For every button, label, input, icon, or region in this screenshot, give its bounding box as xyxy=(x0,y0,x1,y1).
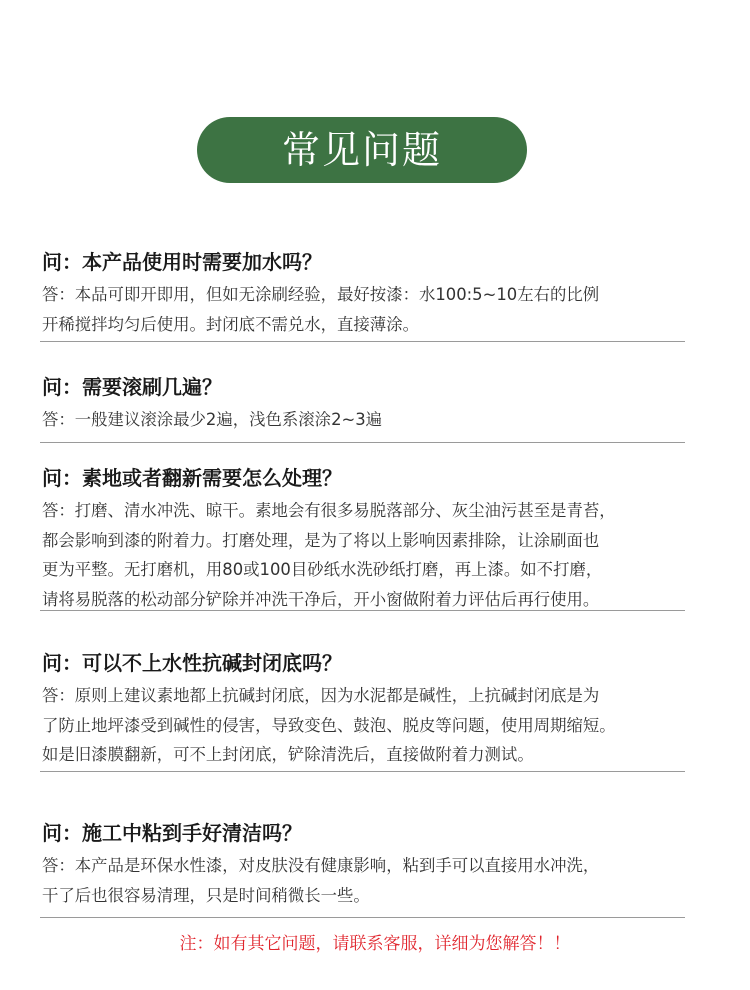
faq-answer-line: 了防止地坪漆受到碱性的侵害，导致变色、鼓泡、脱皮等问题，使用周期缩短。 xyxy=(42,715,616,735)
faq-answer-line: 答：一般建议滚涂最少2遍，浅色系滚涂2~3遍 xyxy=(42,410,383,429)
faq-item xyxy=(40,466,685,616)
faq-item xyxy=(40,375,685,445)
divider xyxy=(40,771,685,772)
faq-answer-line: 干了后也很容易清理，只是时间稍微长一些。 xyxy=(42,885,370,905)
faq-answer xyxy=(42,496,718,614)
faq-question: 问：素地或者翻新需要怎么处理？ xyxy=(42,466,342,490)
faq-item xyxy=(40,651,685,776)
faq-answer-line: 都会影响到漆的附着力。打磨处理，是为了将以上影响因素排除，让涂刷面也 xyxy=(42,530,600,550)
faq-answer xyxy=(42,405,718,435)
faq-answer-line: 答：打磨、清水冲洗、晾干。素地会有很多易脱落部分、灰尘油污甚至是青苔， xyxy=(42,501,616,520)
faq-question: 问：施工中粘到手好清洁吗？ xyxy=(42,821,302,845)
faq-answer-line: 请将易脱落的松动部分铲除并冲洗干净后，开小窗做附着力评估后再行使用。 xyxy=(42,589,600,609)
faq-answer xyxy=(42,681,718,770)
faq-answer-line: 答：原则上建议素地都上抗碱封闭底，因为水泥都是碱性，上抗碱封闭底是为 xyxy=(42,686,600,705)
faq-question: 问：需要滚刷几遍？ xyxy=(42,375,222,399)
faq-answer-line: 更为平整。无打磨机，用80或100目砂纸水洗砂纸打磨，再上漆。如不打磨， xyxy=(42,560,603,579)
section-title-badge xyxy=(197,117,527,183)
divider xyxy=(40,917,685,918)
faq-item xyxy=(40,250,685,345)
section-title: 常见问题 xyxy=(281,128,442,172)
faq-answer-line: 开稀搅拌均匀后使用。封闭底不需兑水，直接薄涂。 xyxy=(42,314,419,334)
faq-question: 问：本产品使用时需要加水吗？ xyxy=(42,250,322,274)
faq-item xyxy=(40,821,685,921)
faq-answer xyxy=(42,280,718,339)
faq-answer-line: 答：本产品是环保水性漆，对皮肤没有健康影响，粘到手可以直接用水冲洗， xyxy=(42,856,600,875)
divider xyxy=(40,610,685,611)
divider xyxy=(40,442,685,443)
faq-answer xyxy=(42,851,718,910)
faq-question: 问：可以不上水性抗碱封闭底吗？ xyxy=(42,651,342,675)
divider xyxy=(40,341,685,342)
contact-note: 注：如有其它问题，请联系客服，详细为您解答！！ xyxy=(179,934,571,954)
faq-answer-line: 答：本品可即开即用，但如无涂刷经验，最好按漆：水100:5~10左右的比例 xyxy=(42,285,600,304)
faq-answer-line: 如是旧漆膜翻新，可不上封闭底，铲除清洗后，直接做附着力测试。 xyxy=(42,745,534,764)
